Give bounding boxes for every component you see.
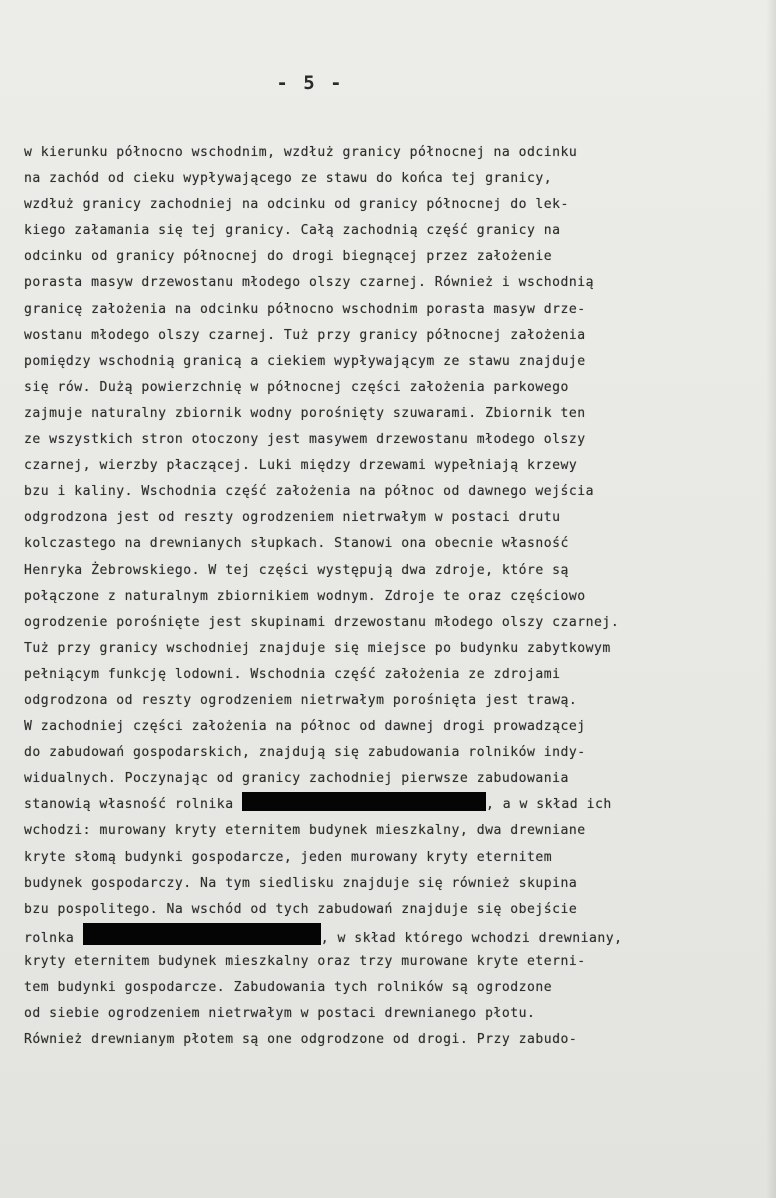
text-line: kryte słomą budynki gospodarcze, jeden murowany kryty eternitem [24,849,553,865]
text-line: odgrodzona od reszty ogrodzeniem nietrwałym porośnięta jest trawą. [24,692,578,708]
text-line: wzdłuż granicy zachodniej na odcinku od granicy północnej do lek- [24,197,569,213]
text-fragment: , a w skład ich [485,797,612,813]
page-number: - 5 - [276,72,344,94]
text-line: widualnych. Poczynając od granicy zachodniej pierwsze zabudowania [24,771,569,787]
redaction-bar [242,792,486,811]
text-fragment: rolnka [24,930,75,946]
text-line: na zachód od cieku wypływającego ze stawu do końca tej granicy, [24,171,553,187]
text-line: budynek gospodarczy. Na tym siedlisku znajduje się również skupina [24,875,578,891]
text-line: wostanu młodego olszy czarnej. Tuż przy granicy północnej założenia [24,327,586,343]
text-line: się rów. Dużą powierzchnię w północnej części założenia parkowego [24,379,569,395]
text-line: Tuż przy granicy wschodniej znajduje się miejsce po budynku zabytkowym [24,640,611,656]
text-line: wchodzi: murowany kryty eternitem budynek mieszkalny, dwa drewniane [24,823,586,839]
text-fragment: , w skład którego wchodzi drewniany, [320,930,623,946]
text-line: Henryka Żebrowskiego. W tej części występują dwa zdroje, które są [24,562,569,578]
text-line: kolczastego na drewnianych słupkach. Stanowi ona obecnie własność [24,536,569,552]
text-line: bzu pospolitego. Na wschód od tych zabudowań znajduje się obejście [24,901,578,917]
text-line: pomiędzy wschodnią granicą a ciekiem wypływającym ze stawu znajduje [24,353,586,369]
redaction-bar [83,923,321,945]
text-line: ogrodzenie porośnięte jest skupinami drzewostanu młodego olszy czarnej. [24,614,620,630]
text-line-with-redaction [24,923,764,949]
text-line-with-redaction [24,792,764,818]
text-line: bzu i kaliny. Wschodnia część założenia na północ od dawnego wejścia [24,484,595,500]
text-line: czarnej, wierzby płaczącej. Luki między drzewami wypełniają krzewy [24,458,578,474]
text-line: W zachodniej części założenia na północ od dawnej drogi prowadzącej [24,719,586,735]
text-line: tem budynki gospodarcze. Zabudowania tych rolników są ogrodzone [24,980,553,995]
text-line: porasta masyw drzewostanu młodego olszy czarnej. Również i wschodnią [24,275,595,291]
text-line: kiego załamania się tej granicy. Całą zachodnią część granicy na [24,223,561,239]
text-line: pełniącym funkcję lodowni. Wschodnia część założenia ze zdrojami [24,666,561,682]
text-line: ze wszystkich stron otoczony jest masywem drzewostanu młodego olszy [24,432,586,448]
text-line: granicę założenia na odcinku północno wschodnim porasta masyw drze- [24,301,586,317]
body-text [24,140,764,1053]
text-line: odcinku od granicy północnej do drogi biegnącej przez założenie [24,249,553,265]
text-line: odgrodzona jest od reszty ogrodzeniem nietrwałym w postaci drutu [24,510,561,526]
text-line: kryty eternitem budynek mieszkalny oraz trzy murowane kryte eterni- [24,953,586,969]
page-edge-shadow [766,0,776,1198]
text-fragment: stanowią własność rolnika [24,797,234,813]
text-line: Również drewnianym płotem są one odgrodzone od drogi. Przy zabudo- [24,1032,578,1048]
text-line: zajmuje naturalny zbiornik wodny porośnięty szuwarami. Zbiornik ten [24,405,586,421]
text-line: do zabudowań gospodarskich, znajdują się zabudowania rolników indy- [24,745,586,761]
text-line: od siebie ogrodzeniem nietrwałym w postaci drewnianego płotu. [24,1006,536,1022]
text-line: połączone z naturalnym zbiornikiem wodnym. Zdroje te oraz częściowo [24,588,586,604]
text-line: w kierunku północno wschodnim, wzdłuż granicy północnej na odcinku [24,145,578,160]
